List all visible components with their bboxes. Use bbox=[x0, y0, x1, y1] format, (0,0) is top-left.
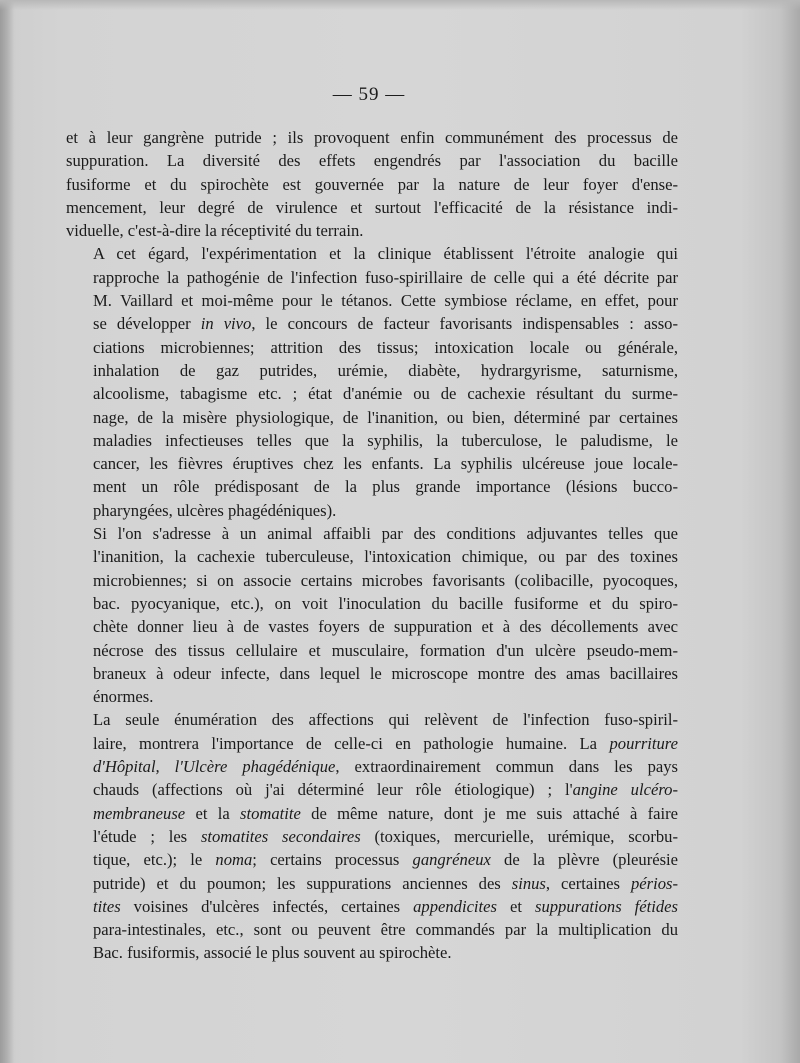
text-line bbox=[66, 312, 678, 335]
italic-run: membraneuse bbox=[93, 803, 186, 823]
text-run: voisines d'ulcères infectés, certaines bbox=[120, 896, 414, 916]
body-text bbox=[66, 126, 678, 965]
text-run: l'étude ; les bbox=[93, 826, 201, 846]
text-line: inhalation de gaz putrides, urémie, diabète, hydrargyrisme, saturnisme, bbox=[93, 360, 678, 380]
text-run: , extraordinairement commun dans les pays bbox=[335, 757, 678, 777]
text-line: alcoolisme, tabagisme etc. ; état d'anémie ou de cachexie résultant du surme- bbox=[93, 384, 678, 404]
text-run: putride) et du poumon; les suppurations anciennes des bbox=[93, 873, 512, 893]
page-number: — 59 — bbox=[332, 84, 406, 105]
text-line: nage, de la misère physiologique, de l'inanition, ou bien, déterminé par certaines bbox=[93, 407, 678, 427]
text-line: mencement, leur degré de virulence et surtout l'efficacité de la résistance indi- bbox=[66, 197, 678, 217]
text-line: La seule énumération des affections qui relèvent de l'infection fuso-spiril- bbox=[93, 710, 678, 730]
binding-shadow bbox=[0, 0, 14, 1063]
text-run: (toxiques, mercurielle, urémique, scorbu- bbox=[360, 826, 678, 846]
text-line: bac. pyocyanique, etc.), on voit l'inoculation du bacille fusiforme et du spiro- bbox=[93, 593, 678, 613]
italic-run: tites bbox=[93, 896, 121, 916]
text-line: maladies infectieuses telles que la syphilis, la tuberculose, le paludisme, le bbox=[93, 430, 678, 450]
italic-run: stomatite bbox=[240, 803, 301, 823]
text-line: suppuration. La diversité des effets engendrés par l'association du bacille bbox=[66, 151, 678, 171]
text-line: A cet égard, l'expérimentation et la clinique établissent l'étroite analogie qui bbox=[93, 244, 678, 264]
italic-run: gangréneux bbox=[412, 850, 491, 870]
italic-run: in vivo bbox=[200, 314, 252, 334]
italic-run: sinus bbox=[511, 873, 546, 893]
text-run: tique, etc.); le bbox=[93, 850, 216, 870]
text-line bbox=[66, 755, 678, 778]
text-run: et la bbox=[185, 803, 241, 823]
text-line: énormes. bbox=[93, 687, 154, 707]
text-line: chète donner lieu à de vastes foyers de suppuration et à des décollements avec bbox=[93, 617, 678, 637]
italic-run: pourriture bbox=[609, 733, 678, 753]
text-line: l'inanition, la cachexie tuberculeuse, l'intoxication chimique, ou par des toxines bbox=[93, 547, 678, 567]
paragraph-4 bbox=[66, 708, 678, 964]
text-line: pharyngées, ulcères phagédéniques). bbox=[93, 500, 337, 520]
text-line: Bac. fusiformis, associé le plus souvent au spirochète. bbox=[93, 943, 452, 963]
text-line bbox=[66, 732, 678, 755]
text-run: , le concours de facteur favorisants indispensables : asso- bbox=[251, 314, 678, 334]
text-run: de la plèvre (pleurésie bbox=[490, 850, 679, 870]
italic-run: angine ulcéro- bbox=[572, 780, 678, 800]
text-line: microbiennes; si on associe certains microbes favorisants (colibacille, pyocoques, bbox=[93, 570, 678, 590]
text-line: nécrose des tissus cellulaire et musculaire, formation d'un ulcère pseudo-mem- bbox=[93, 640, 678, 660]
text-line: rapproche la pathogénie de l'infection fuso-spirillaire de celle qui a été décrite par bbox=[93, 267, 678, 287]
paragraph-2 bbox=[66, 242, 678, 522]
italic-run: stomatites secondaires bbox=[200, 826, 361, 846]
text-line: braneux à odeur infecte, dans lequel le microscope montre des amas bacillaires bbox=[93, 663, 678, 683]
text-line: para-intestinales, etc., sont ou peuvent être commandés par la multiplication du bbox=[93, 920, 678, 940]
text-line: ciations microbiennes; attrition des tissus; intoxication locale ou générale, bbox=[93, 337, 678, 357]
text-run: chauds (affections où j'ai déterminé leur rôle étiologique) ; l' bbox=[93, 780, 573, 800]
text-run: ; certains processus bbox=[252, 850, 413, 870]
text-line: viduelle, c'est-à-dire la réceptivité du terrain. bbox=[66, 221, 364, 241]
top-edge bbox=[0, 0, 800, 10]
italic-run: suppurations fétides bbox=[535, 896, 679, 916]
text-line bbox=[66, 825, 678, 848]
text-run: et bbox=[496, 896, 535, 916]
italic-run: périos- bbox=[630, 873, 678, 893]
text-line bbox=[66, 895, 678, 918]
text-run: se développer bbox=[93, 314, 191, 334]
italic-run: appendicites bbox=[413, 896, 497, 916]
italic-run: noma bbox=[215, 850, 253, 870]
paragraph-3 bbox=[66, 522, 678, 708]
text-line bbox=[66, 802, 678, 825]
text-run: , certaines bbox=[545, 873, 631, 893]
text-line: fusiforme et du spirochète est gouvernée par la nature de leur foyer d'ense- bbox=[66, 174, 678, 194]
text-line: et à leur gangrène putride ; ils provoquent enfin communément des processus de bbox=[66, 128, 678, 147]
text-line bbox=[66, 872, 678, 895]
text-run: de même nature, dont je me suis attaché à faire bbox=[300, 803, 678, 823]
text-line: Si l'on s'adresse à un animal affaibli par des conditions adjuvantes telles que bbox=[93, 524, 678, 544]
text-run: laire, montrera l'importance de celle-ci en pathologie humaine. La bbox=[93, 733, 598, 753]
text-line: cancer, les fièvres éruptives chez les enfants. La syphilis ulcéreuse joue locale- bbox=[93, 454, 678, 474]
text-line bbox=[66, 778, 678, 801]
text-line: M. Vaillard et moi-même pour le tétanos. Cette symbiose réclame, en effet, pour bbox=[93, 291, 678, 311]
paragraph-1 bbox=[66, 126, 678, 242]
italic-run: d'Hôpital, l'Ulcère phagédénique bbox=[93, 757, 336, 777]
text-line bbox=[66, 848, 678, 871]
text-line: ment un rôle prédisposant de la plus grande importance (lésions bucco- bbox=[93, 477, 678, 497]
